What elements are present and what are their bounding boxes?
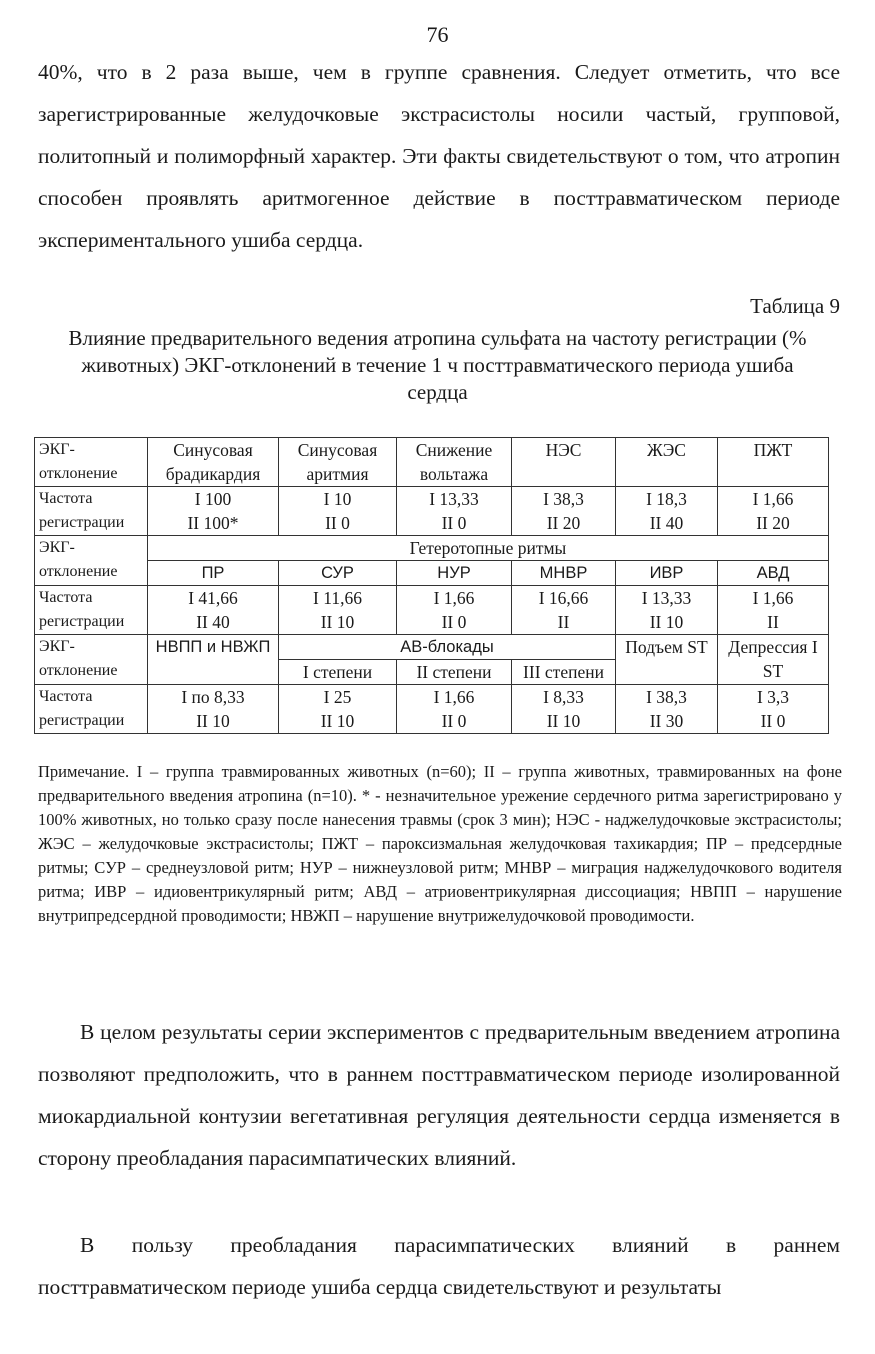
group-i-value: I 8,33 <box>543 687 584 707</box>
group-ii-value: II <box>767 612 779 632</box>
group-ii-value: II 20 <box>756 513 790 533</box>
table-cell: III степени <box>512 660 616 685</box>
table-cell: АВД <box>718 561 829 586</box>
table-cell <box>397 586 512 635</box>
table-cell: Подъем ST <box>616 635 718 685</box>
table-cell <box>512 685 616 734</box>
table-cell: ПЖТ <box>718 438 829 487</box>
paragraph-3: В пользу преобладания парасимпатических влияний в раннем посттравматическом периоде ушиба сердца свидетельствуют и результаты <box>38 1233 840 1299</box>
table-cell <box>718 685 829 734</box>
table-cell: Синусовая аритмия <box>279 438 397 487</box>
group-ii-value: II 100* <box>187 513 239 533</box>
table-cell: НЭС <box>512 438 616 487</box>
table-cell: МНВР <box>512 561 616 586</box>
group-ii-value: II 0 <box>441 711 467 731</box>
group-ii-value: II 10 <box>320 612 355 632</box>
table-cell: СУР <box>279 561 397 586</box>
group-ii-value: II 40 <box>196 612 230 632</box>
table-cell: Снижение вольтажа <box>397 438 512 487</box>
group-i-value: I 38,3 <box>646 687 687 707</box>
group-ii-value: II 20 <box>546 513 581 533</box>
group-i-value: I 11,66 <box>313 588 362 608</box>
group-ii-value: II 0 <box>325 513 350 533</box>
paragraph-2: В целом результаты серии экспериментов с предварительным введением атропина позволяют предположить, что в раннем посттравматическом периоде изолированной миокардиальной контузии вегетативная регуляция деятельности сердца изменяется в сторону преобладания парасимпатических влияний. <box>38 1020 840 1170</box>
group-ii-value: II 0 <box>760 711 786 731</box>
group-i-value: I 38,3 <box>543 489 584 509</box>
table-cell: ПР <box>148 561 279 586</box>
page-number: 76 <box>426 22 449 47</box>
table-note: Примечание. I – группа травмированных животных (n=60); II – группа животных, травмированных на фоне предварительного введения атропина (n=10). * - незначительное урежение сердечного ритма зарегистрировано у 100% животных, но только сразу после нанесения травмы (срок 3 мин); НЭС - наджелудочковые экстрасистолы; ЖЭС – желудочковые экстрасистолы; ПЖТ – пароксизмальная желудочковая тахикардия; ПР – предсердные ритмы; СУР – среднеузловой ритм; НУР – нижнеузловой ритм; МНВР – миграция наджелудочкового водителя ритма; ИВР – идиовентрикулярный ритм; АВД – атриовентрикулярная диссоциация; НВПП – нарушение внутрипредсердной проводимости; НВЖП – нарушение внутрижелудочковой проводимости. <box>38 762 842 925</box>
row-label: Частота регистрации <box>35 685 148 734</box>
row-label: ЭКГ-отклонение <box>35 635 148 685</box>
row-label: Частота регистрации <box>35 586 148 635</box>
group-i-value: I 25 <box>323 687 352 707</box>
table-cell: НУР <box>397 561 512 586</box>
table-cell <box>148 586 279 635</box>
table-cell <box>616 586 718 635</box>
group-i-value: I 18,3 <box>646 489 687 509</box>
table-cell <box>279 586 397 635</box>
row-label: ЭКГ-отклонение <box>35 438 148 487</box>
paragraph-1: 40%, что в 2 раза выше, чем в группе сравнения. Следует отметить, что все зарегистрированные желудочковые экстрасистолы носили частый, групповой, политопный и полиморфный характер. Эти факты свидетельствуют о том, что атропин способен проявлять аритмогенное действие в посттравматическом периоде экспериментального ушиба сердца. <box>38 60 840 252</box>
table-row <box>35 536 829 561</box>
table-cell: II степени <box>397 660 512 685</box>
table-cell <box>397 685 512 734</box>
group-ii-value: II 10 <box>196 711 230 731</box>
heterotopic-rhythms-header: Гетеротопные ритмы <box>148 536 829 561</box>
group-i-value: I по 8,33 <box>181 687 245 707</box>
table-row <box>35 685 829 734</box>
table-number: Таблица 9 <box>750 294 840 318</box>
group-i-value: I 100 <box>194 489 232 509</box>
group-i-value: I 1,66 <box>752 588 794 608</box>
ecg-table <box>34 437 829 734</box>
table-cell: ЖЭС <box>616 438 718 487</box>
group-i-value: I 16,66 <box>538 588 589 608</box>
table-row <box>35 487 829 536</box>
table-cell <box>616 487 718 536</box>
group-i-value: I 1,66 <box>433 588 475 608</box>
group-i-value: I 1,66 <box>433 687 475 707</box>
table-cell: НВПП и НВЖП <box>148 635 279 685</box>
group-i-value: I 41,66 <box>188 588 238 608</box>
group-i-value: I 1,66 <box>752 489 794 509</box>
table-cell <box>512 586 616 635</box>
table-cell <box>279 685 397 734</box>
table-cell: ИВР <box>616 561 718 586</box>
table-cell <box>718 586 829 635</box>
table-cell: Синусовая брадикардия <box>148 438 279 487</box>
table-cell <box>148 685 279 734</box>
group-i-value: I 3,3 <box>756 687 790 707</box>
table-cell <box>397 487 512 536</box>
table-cell <box>616 685 718 734</box>
table-row <box>35 635 829 660</box>
group-i-value: I 13,33 <box>641 588 692 608</box>
group-ii-value: II 30 <box>649 711 684 731</box>
group-i-value: I 10 <box>323 489 352 509</box>
av-block-header: АВ-блокады <box>279 635 616 660</box>
group-ii-value: II <box>557 612 570 632</box>
table-caption: Влияние предварительного ведения атропина сульфата на частоту регистрации (% животных) ЭКГ-отклонений в течение 1 ч посттравматического периода ушиба сердца <box>68 326 807 404</box>
table-cell <box>279 487 397 536</box>
row-label: Частота регистрации <box>35 487 148 536</box>
group-ii-value: II 10 <box>649 612 684 632</box>
table-row <box>35 438 829 487</box>
table-row <box>35 586 829 635</box>
group-ii-value: II 0 <box>441 612 467 632</box>
group-i-value: I 13,33 <box>429 489 479 509</box>
table-cell <box>512 487 616 536</box>
row-label: ЭКГ-отклонение <box>35 536 148 586</box>
group-ii-value: II 10 <box>546 711 581 731</box>
group-ii-value: II 0 <box>441 513 467 533</box>
group-ii-value: II 10 <box>320 711 355 731</box>
table-cell: Депрессия I ST <box>718 635 829 685</box>
table-cell <box>148 487 279 536</box>
table-cell <box>718 487 829 536</box>
table-cell: I степени <box>279 660 397 685</box>
group-ii-value: II 40 <box>649 513 684 533</box>
table-row <box>35 561 829 586</box>
